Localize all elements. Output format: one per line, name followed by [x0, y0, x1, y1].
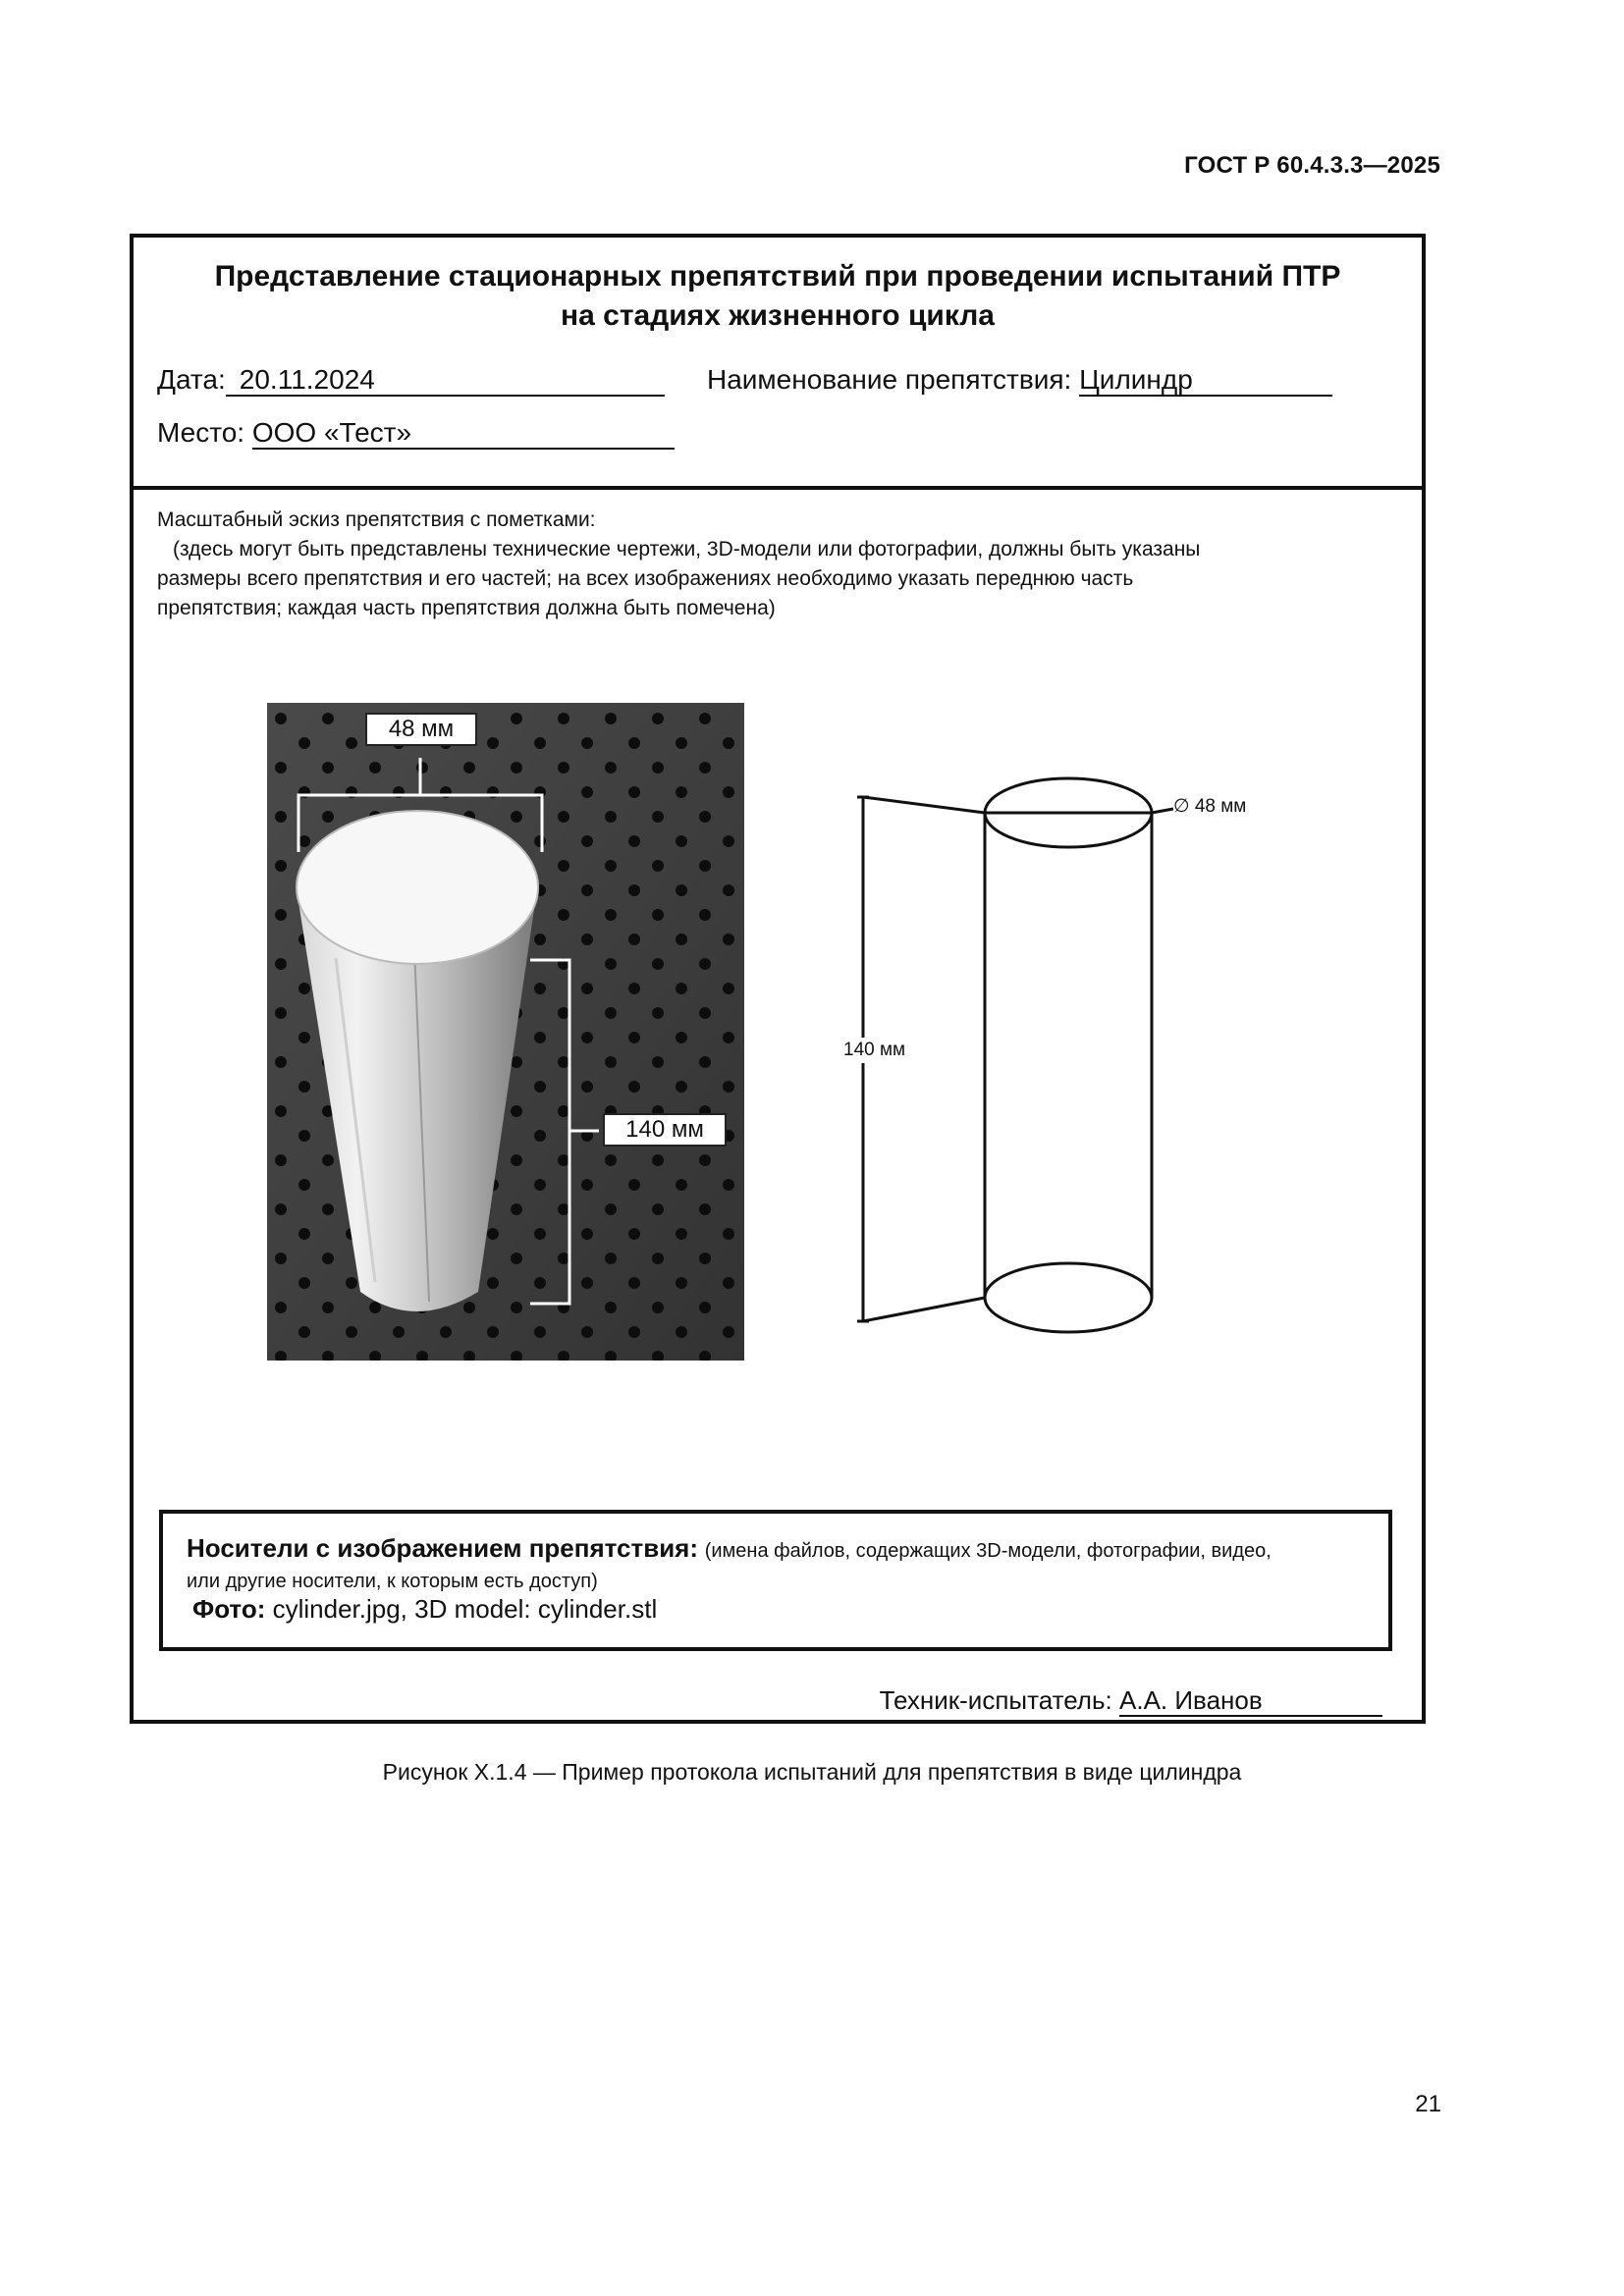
media-heading: [187, 1533, 1365, 1596]
sketch-note-line1: (здесь могут быть представлены технические чертежи, 3D-модели или фотографии, должны быть указаны: [173, 538, 1201, 561]
technician-line: [1119, 1685, 1382, 1717]
protocol-frame: [130, 234, 1426, 1724]
drawing-height-label: 140 мм: [839, 1038, 909, 1063]
media-section: [159, 1510, 1392, 1651]
form-title-line1: Представление стационарных препятствий при проведении испытаний ПТР: [214, 260, 1341, 293]
place-value: ООО «Тест»: [251, 417, 412, 448]
date-value: 20.11.2024: [239, 364, 375, 395]
sketch-note-line3: препятствия; каждая часть препятствия должна быть помечена): [157, 597, 776, 619]
obstacle-name-line: [1079, 365, 1332, 397]
technician-signature: [880, 1685, 1382, 1717]
figure-caption: Рисунок Х.1.4 — Пример протокола испытаний для препятствия в виде цилиндра: [382, 1759, 1242, 1785]
technician-label: Техник-испытатель:: [879, 1685, 1112, 1715]
date-value-line: [226, 365, 665, 397]
obstacle-photo-image: [267, 703, 744, 1361]
date-field: [157, 363, 665, 397]
form-title: [134, 257, 1422, 336]
obstacle-name-label: Наименование препятствия:: [707, 364, 1072, 395]
place-label: Место:: [157, 417, 245, 448]
obstacle-name-value: Цилиндр: [1079, 364, 1193, 395]
page-number: 21: [1415, 2091, 1441, 2117]
document-code: ГОСТ Р 60.4.3.3—2025: [1184, 152, 1440, 179]
media-files: [192, 1594, 657, 1625]
obstacle-drawing: [834, 762, 1344, 1370]
technician-name: А.А. Иванов: [1119, 1685, 1263, 1715]
media-files-value: cylinder.jpg, 3D model: cylinder.stl: [272, 1594, 658, 1624]
date-label: Дата:: [157, 364, 226, 395]
media-heading-title: Носители с изображением препятствия:: [187, 1533, 699, 1563]
obstacle-drawing-image: [834, 762, 1344, 1370]
place-value-line: [252, 418, 675, 450]
photo-height-label: 140 мм: [603, 1113, 727, 1147]
photo-diameter-label: 48 мм: [365, 713, 477, 746]
media-heading-note-line1: (имена файлов, содержащих 3D-модели, фотографии, видео,: [704, 1540, 1272, 1562]
form-title-line2: на стадиях жизненного цикла: [561, 299, 995, 332]
obstacle-name-field: [707, 363, 1332, 397]
media-files-label: Фото:: [192, 1594, 266, 1624]
sketch-note: [157, 506, 1394, 623]
place-field: [157, 416, 675, 450]
obstacle-photo: [267, 703, 744, 1361]
drawing-diameter-label: ∅ 48 мм: [1173, 796, 1247, 817]
sketch-note-line2: размеры всего препятствия и его частей; на всех изображениях необходимо указать переднюю часть: [157, 567, 1134, 590]
sketch-heading: Масштабный эскиз препятствия с пометками:: [157, 508, 596, 531]
media-heading-note-line2: или другие носители, к которым есть доступ): [187, 1571, 598, 1592]
frame-divider: [134, 486, 1422, 490]
